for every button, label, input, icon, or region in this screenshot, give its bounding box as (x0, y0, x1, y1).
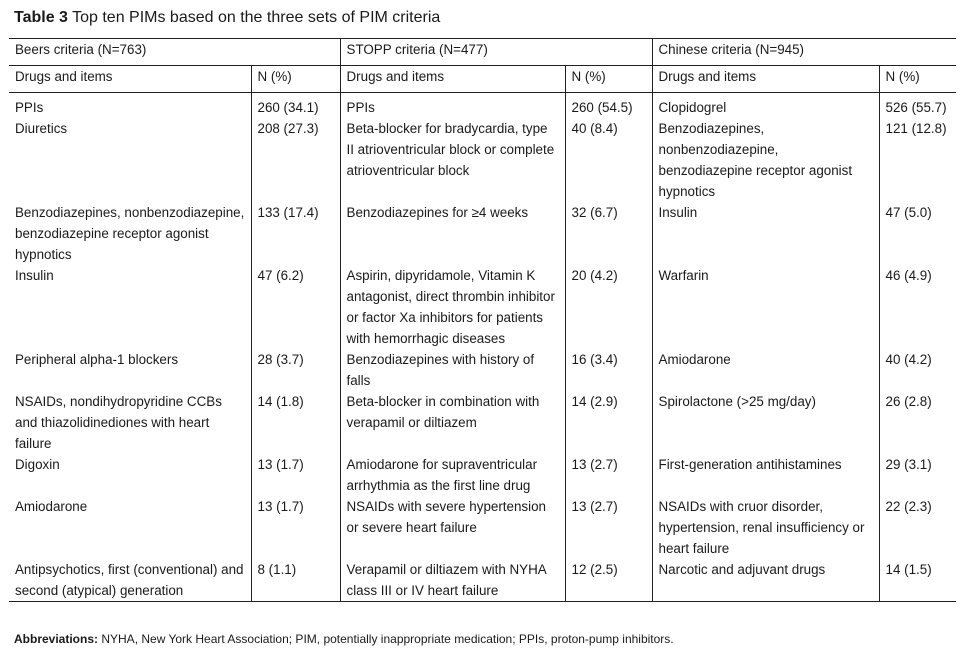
chinese-drug-cell: Amiodarone (652, 349, 879, 391)
table-row (9, 559, 956, 602)
stopp-n-cell: 20 (4.2) (565, 265, 652, 349)
column-header-drugs: Drugs and items (652, 66, 879, 93)
chinese-n-cell: 121 (12.8) (879, 118, 956, 202)
footnote-text: NYHA, New York Heart Association; PIM, potentially inappropriate medication; PPIs, proton-pump inhibitors. (98, 632, 674, 646)
chinese-n-cell: 22 (2.3) (879, 496, 956, 559)
group-header-beers: Beers criteria (N=763) (9, 39, 340, 66)
chinese-n-cell: 14 (1.5) (879, 559, 956, 602)
beers-n-cell: 28 (3.7) (251, 349, 340, 391)
stopp-n-cell: 40 (8.4) (565, 118, 652, 202)
table-row (9, 202, 956, 265)
chinese-drug-cell: First-generation antihistamines (652, 454, 879, 496)
beers-n-cell: 8 (1.1) (251, 559, 340, 602)
chinese-n-cell: 526 (55.7) (879, 93, 956, 119)
table-row (9, 265, 956, 349)
stopp-n-cell: 32 (6.7) (565, 202, 652, 265)
table-label: Table 3 (14, 9, 68, 26)
stopp-n-cell: 13 (2.7) (565, 496, 652, 559)
stopp-drug-cell: Beta-blocker in combination with verapamil or diltiazem (340, 391, 565, 454)
stopp-drug-cell: NSAIDs with severe hypertension or severe heart failure (340, 496, 565, 559)
footnote (14, 632, 674, 646)
table-row (9, 454, 956, 496)
beers-n-cell: 14 (1.8) (251, 391, 340, 454)
chinese-drug-cell: Warfarin (652, 265, 879, 349)
pim-table (9, 38, 956, 602)
beers-drug-cell: Amiodarone (15, 499, 88, 514)
column-header-n: N (%) (565, 66, 652, 93)
table-body (9, 93, 956, 602)
chinese-drug-cell: Benzodiazepines, nonbenzodiazepine, benzodiazepine receptor agonist hypnotics (652, 118, 879, 202)
table-row (9, 93, 956, 119)
chinese-n-cell: 29 (3.1) (879, 454, 956, 496)
chinese-drug-cell: NSAIDs with cruor disorder, hypertension, renal insufficiency or heart failure (652, 496, 879, 559)
footnote-label: Abbreviations: (14, 632, 99, 646)
stopp-drug-cell: Benzodiazepines for ≥4 weeks (340, 202, 565, 265)
stopp-drug-cell: PPIs (340, 93, 565, 119)
group-header-chinese: Chinese criteria (N=945) (652, 39, 956, 66)
stopp-drug-cell: Verapamil or diltiazem with NYHA class III or IV heart failure (340, 559, 565, 602)
chinese-n-cell: 26 (2.8) (879, 391, 956, 454)
chinese-drug-cell: Narcotic and adjuvant drugs (652, 559, 879, 602)
table-caption (14, 9, 440, 27)
column-header-drugs: Drugs and items (9, 66, 251, 93)
table-row (9, 496, 956, 559)
beers-n-cell: 13 (1.7) (251, 496, 340, 559)
chinese-drug-cell: Clopidogrel (652, 93, 879, 119)
table-row (9, 391, 956, 454)
table-row (9, 118, 956, 202)
beers-drug-cell: Benzodiazepines, nonbenzodiazepine, benzodiazepine receptor agonist hypnotics (15, 205, 245, 262)
group-header-stopp: STOPP criteria (N=477) (340, 39, 652, 66)
stopp-n-cell: 14 (2.9) (565, 391, 652, 454)
stopp-n-cell: 260 (54.5) (565, 93, 652, 119)
column-header-n: N (%) (879, 66, 956, 93)
beers-n-cell: 47 (6.2) (251, 265, 340, 349)
beers-n-cell: 260 (34.1) (251, 93, 340, 119)
beers-drug-cell: Antipsychotics, first (conventional) and second (atypical) generation (9, 559, 251, 602)
stopp-drug-cell: Beta-blocker for bradycardia, type II atrioventricular block or complete atrioventricular block (340, 118, 565, 202)
table-row (9, 349, 956, 391)
chinese-drug-cell: Spirolactone (>25 mg/day) (652, 391, 879, 454)
stopp-n-cell: 13 (2.7) (565, 454, 652, 496)
table-title: Top ten PIMs based on the three sets of PIM criteria (67, 9, 441, 26)
beers-drug-cell: Insulin (15, 268, 54, 283)
stopp-drug-cell: Amiodarone for supraventricular arrhythmia as the first line drug (340, 454, 565, 496)
chinese-n-cell: 47 (5.0) (879, 202, 956, 265)
beers-drug-cell: Peripheral alpha-1 blockers (15, 352, 179, 367)
beers-n-cell: 13 (1.7) (251, 454, 340, 496)
chinese-drug-cell: Insulin (652, 202, 879, 265)
beers-drug-cell: Digoxin (15, 457, 60, 472)
chinese-n-cell: 40 (4.2) (879, 349, 956, 391)
column-header-n: N (%) (251, 66, 340, 93)
stopp-drug-cell: Aspirin, dipyridamole, Vitamin K antagonist, direct thrombin inhibitor or factor Xa inhibitors for patients with hemorrhagic diseases (340, 265, 565, 349)
stopp-drug-cell: Benzodiazepines with history of falls (340, 349, 565, 391)
beers-n-cell: 208 (27.3) (251, 118, 340, 202)
beers-drug-cell: PPIs (15, 100, 44, 115)
beers-drug-cell: NSAIDs, nondihydropyridine CCBs and thiazolidinediones with heart failure (15, 394, 222, 451)
beers-drug-cell: Diuretics (15, 121, 68, 136)
stopp-n-cell: 12 (2.5) (565, 559, 652, 602)
beers-n-cell: 133 (17.4) (251, 202, 340, 265)
chinese-n-cell: 46 (4.9) (879, 265, 956, 349)
column-header-drugs: Drugs and items (340, 66, 565, 93)
stopp-n-cell: 16 (3.4) (565, 349, 652, 391)
